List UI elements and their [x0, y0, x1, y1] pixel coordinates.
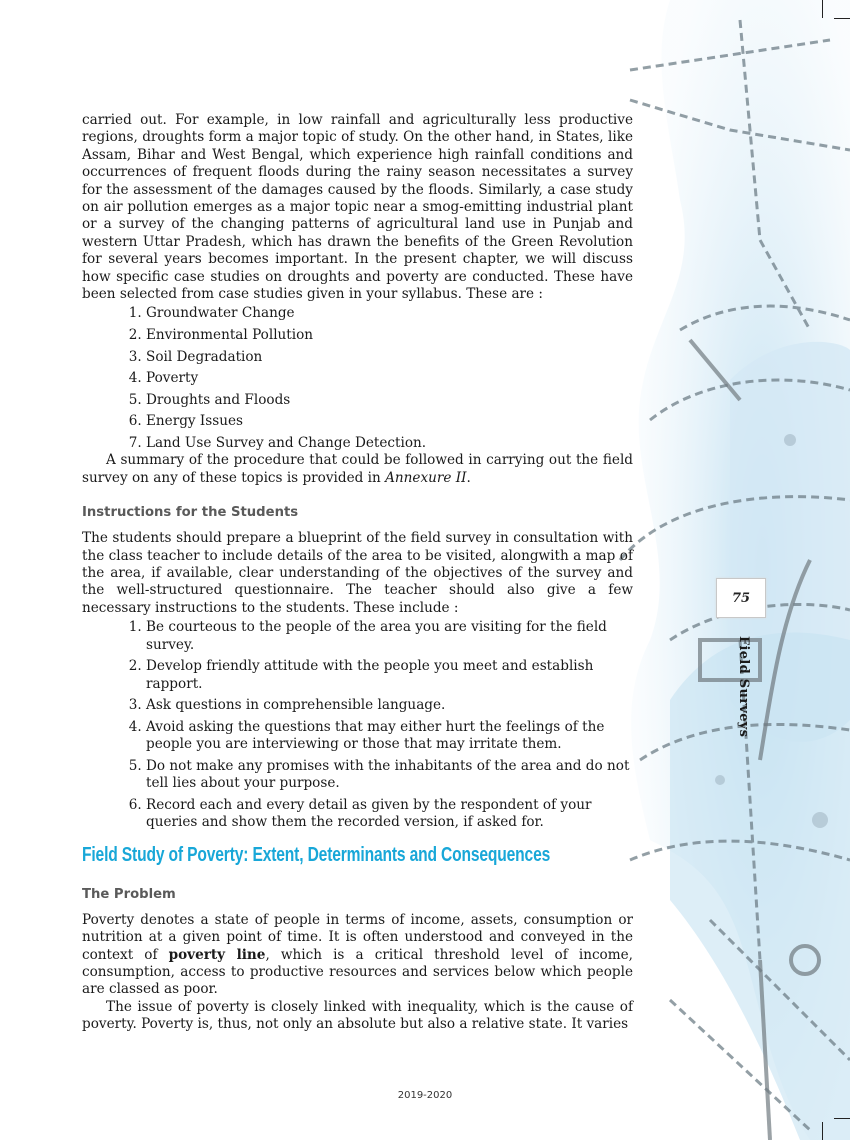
footer-year: 2019-2020 [397, 1090, 453, 1101]
instructions-list [82, 619, 633, 831]
section-title: Field Study of Poverty: Extent, Determinants and Consequences [82, 843, 551, 866]
summary-end: . [466, 469, 471, 486]
poverty-text-start: Poverty denotes a state of people in terms of income, assets, consumption or nutrition at a given point of time. It is often understood and conveyed in the context of [82, 911, 633, 963]
list-item: 2. Environmental Pollution [146, 327, 633, 344]
crop-mark [822, 1122, 823, 1140]
list-item: 7. Land Use Survey and Change Detection. [146, 435, 633, 452]
list-item: 5. Droughts and Floods [146, 392, 633, 409]
topics-list [82, 305, 633, 452]
inequality-paragraph: The issue of poverty is closely linked with inequality, which is the cause of poverty. Poverty is, thus, not only an absolute but also a relative state. It varies [82, 998, 633, 1033]
list-item: 4. Poverty [146, 370, 633, 387]
instructions-heading: Instructions for the Students [82, 505, 299, 521]
list-item: 3. Soil Degradation [146, 349, 633, 366]
list-item: 1. Be courteous to the people of the area you are visiting for the field survey. [146, 619, 633, 654]
list-item: 5. Do not make any promises with the inhabitants of the area and do not tell lies about your purpose. [146, 758, 633, 793]
list-item: 6. Energy Issues [146, 413, 633, 430]
poverty-paragraph [82, 912, 633, 999]
instructions-paragraph: The students should prepare a blueprint of the field survey in consultation with the class teacher to include details of the area to be visited, alongwith a map of the area, if available, clear understanding of the objectives of the survey and the well-structured questionnaire. The teacher should also give a few necessary instructions to the students. These include : [82, 530, 633, 616]
poverty-line-term: poverty line [168, 946, 266, 963]
chapter-title: Field Surveys [736, 636, 751, 738]
list-item: 6. Record each and every detail as given by the respondent of your queries and show them the recorded version, if asked for. [146, 797, 633, 832]
list-item: 4. Avoid asking the questions that may either hurt the feelings of the people you are interviewing or those that may irritate them. [146, 719, 633, 754]
crop-mark [834, 18, 850, 19]
page-number: 75 [716, 578, 766, 618]
list-item: 2. Develop friendly attitude with the people you meet and establish rapport. [146, 658, 633, 693]
decorative-illustration [610, 0, 850, 1140]
intro-paragraph: carried out. For example, in low rainfall and agriculturally less productive regions, droughts form a major topic of study. On the other hand, in States, like Assam, Bihar and West Bengal, which experience high rainfall conditions and occurrences of frequent floods during the rainy season necessitates a survey for the assessment of the damages caused by the floods. Similarly, a case study on air pollution emerges as a major topic near a smog-emitting industrial plant or a survey of the changing patterns of agricultural land use in Punjab and western Uttar Pradesh, which has drawn the benefits of the Green Revolution for several years becomes important. In the present chapter, we will discuss how specific case studies on droughts and poverty are conducted. These have been selected from case studies given in your syllabus. These are : [82, 112, 633, 303]
problem-heading: The Problem [82, 886, 176, 902]
list-item: 1. Groundwater Change [146, 305, 633, 322]
poverty-text-end: , which is a critical threshold level of income, consumption, access to productive resources and services below which people are classed as poor. [82, 946, 634, 998]
page-content [82, 112, 633, 1034]
summary-text: A summary of the procedure that could be followed in carrying out the field survey on any of these topics is provided in [82, 452, 633, 486]
crop-mark [834, 1118, 850, 1119]
list-item: 3. Ask questions in comprehensible language. [146, 697, 633, 714]
summary-paragraph [82, 452, 633, 487]
crop-mark [822, 0, 823, 18]
annexure-reference: Annexure II [385, 469, 467, 486]
